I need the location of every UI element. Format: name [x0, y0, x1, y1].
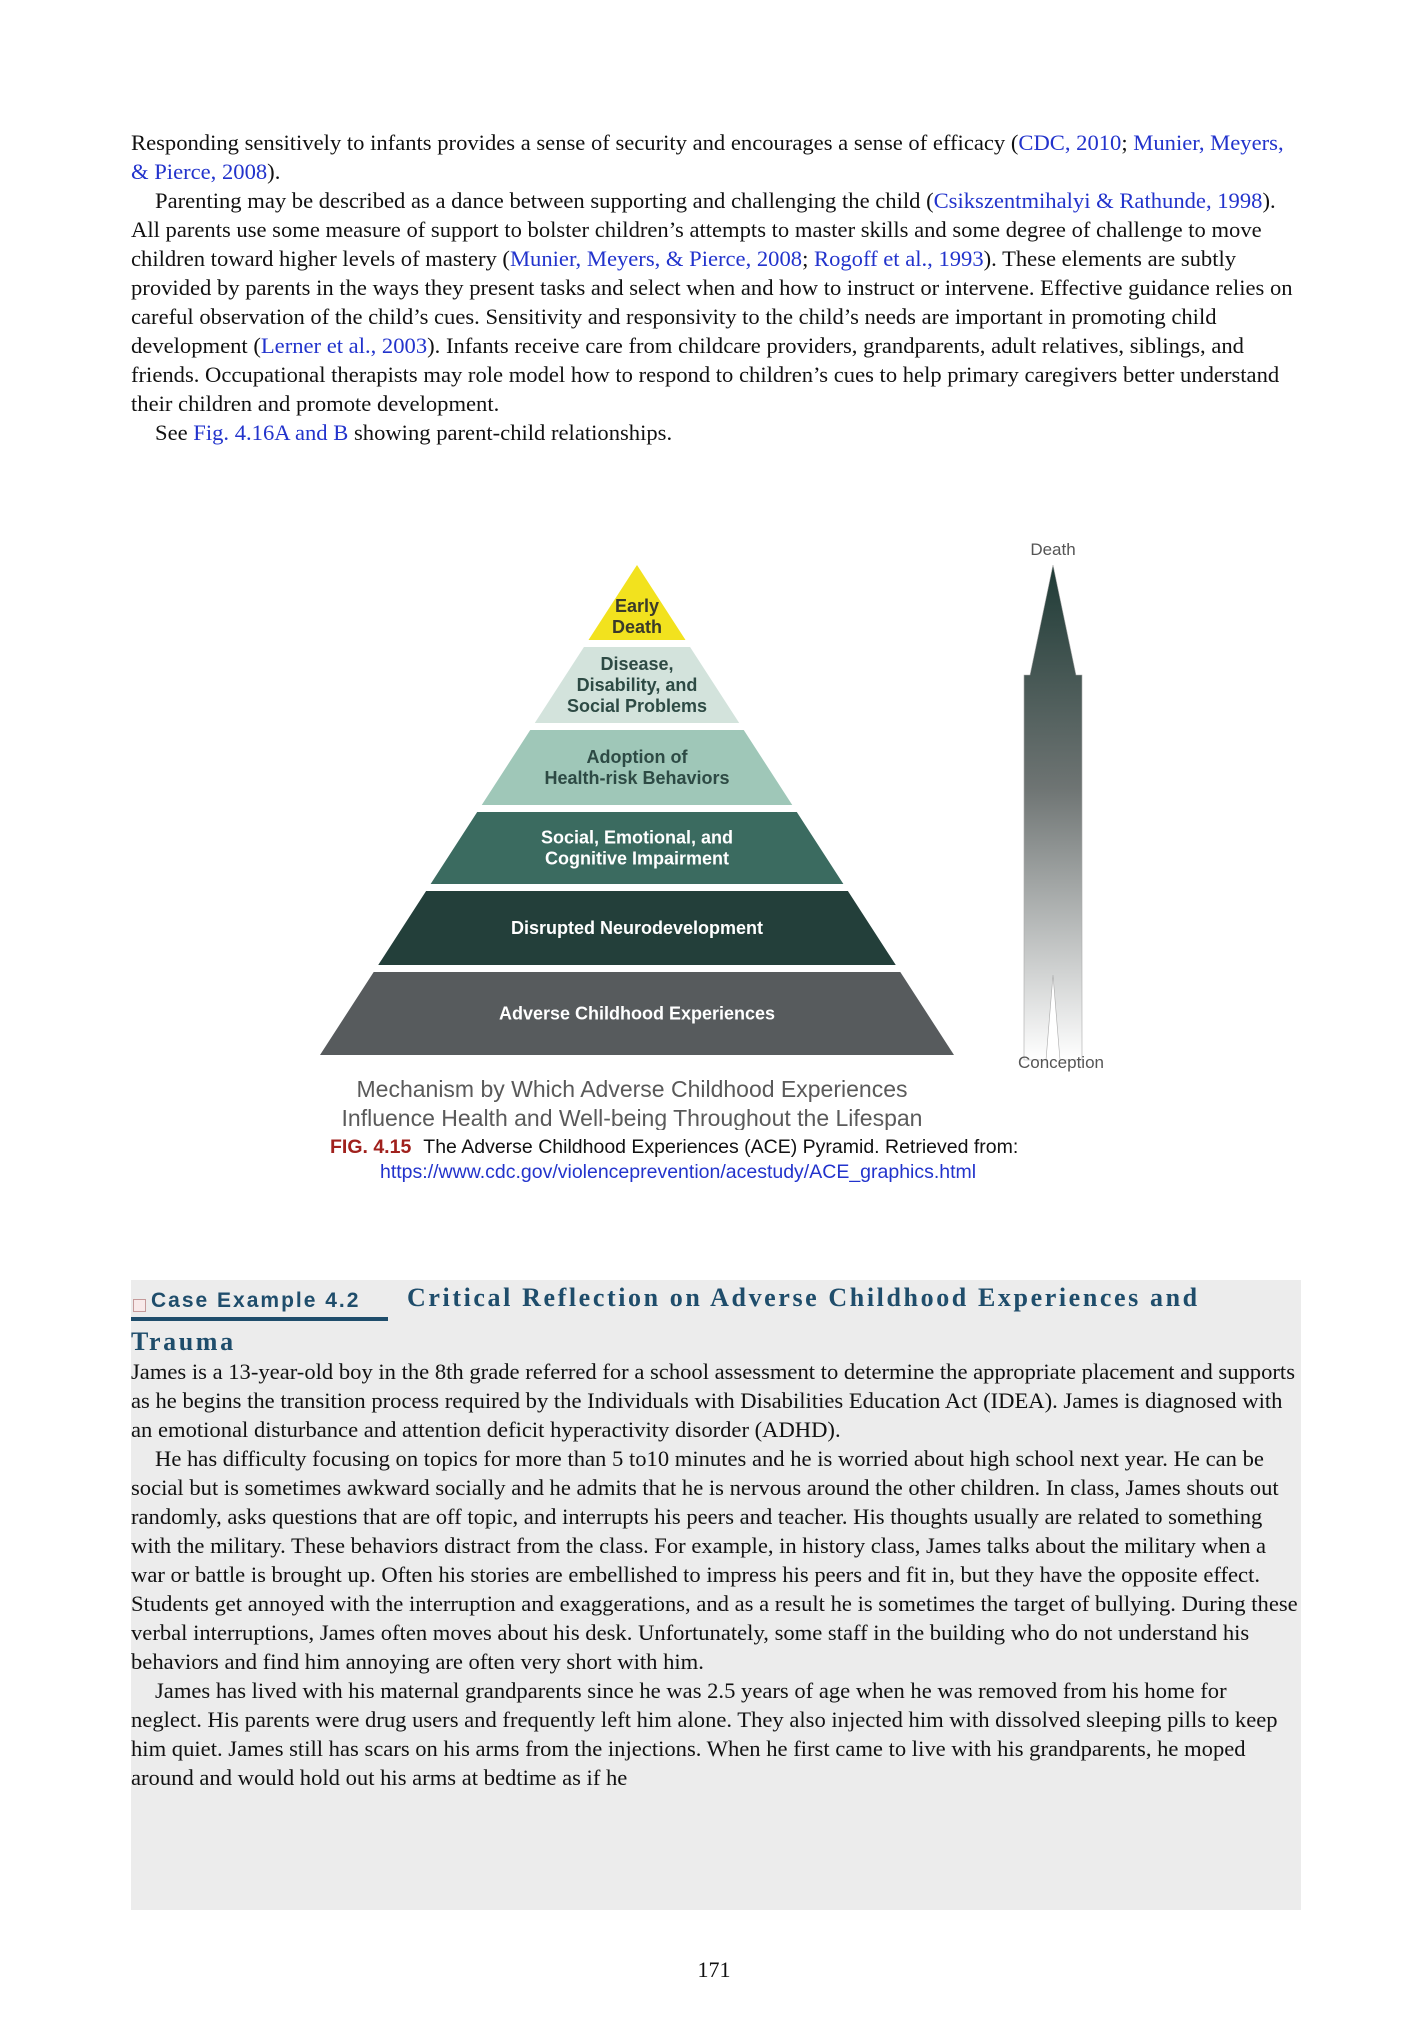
text: See [155, 420, 194, 445]
text: Parenting may be described as a dance between supporting and challenging the child ( [155, 188, 934, 213]
pyramid-tier-6-label: Adverse Childhood Experiences [498, 1003, 776, 1024]
text: ; [802, 246, 815, 271]
pyramid-tier-5-label: Disrupted Neurodevelopment [510, 918, 764, 938]
page-number: 171 [697, 1957, 731, 1982]
citation-link[interactable]: CDC, 2010 [1018, 130, 1122, 155]
paragraph-efficacy [131, 128, 1299, 186]
lifespan-arrow [1018, 540, 1104, 1072]
pyramid-tier-4-label: Social, Emotional, and [540, 827, 734, 848]
case-paragraph-1: James is a 13-year-old boy in the 8th grade referred for a school assessment to determine the appropriate placement and supports as he begins the transition process required by the Individuals with Disabilities Education Act (IDEA). James is diagnosed with an emotional disturbance and attention deficit hyperactivity disorder (ADHD). [131, 1359, 1295, 1442]
case-example-tab [131, 1289, 388, 1321]
pyramid-tier-3-label: Health-risk Behaviors [544, 768, 730, 788]
pyramid-tier-2-label: Disease, [600, 654, 674, 674]
text: ). Infants receive care from childcare providers, grandparents, adult relatives, siblings, and friends. Occupational therapists may role model how to respond to children’s cues to help primary caregivers better understand their children and promote development. [131, 333, 1280, 416]
text: Responding sensitively to infants provides a sense of security and encourages a sense of efficacy ( [131, 130, 1019, 155]
case-paragraph-2: He has difficulty focusing on topics for more than 5 to10 minutes and he is worried about high school next year. He can be social but is sometimes awkward socially and he admits that he is nervous around the other children. In class, James shouts out randomly, asks questions that are off topic, and interrupts his peers and teacher. His thoughts usually are related to something with the military. These behaviors distract from the class. For example, in history class, James talks about the military when a war or battle is brought up. Often his stories are embellished to impress his peers and fit in, but they have the opposite effect. Students get annoyed with the interruption and exaggerations, and as a result he is sometimes the target of bullying. During these verbal interruptions, James often moves about his desk. Unfortunately, some staff in the building who do not understand his behaviors and find him annoying are often very short with him. [131, 1446, 1298, 1674]
figure-label: FIG. 4.15 [330, 1136, 412, 1158]
source-url-link[interactable]: https://www.cdc.gov/violenceprevention/acestudy/ACE_graphics.html [380, 1161, 977, 1183]
paragraph-parenting [131, 186, 1299, 418]
pyramid-tier-2-label: Social Problems [566, 696, 708, 716]
caption-text: The Adverse Childhood Experiences (ACE) Pyramid. Retrieved from: [423, 1136, 1019, 1158]
case-example-label: Case Example 4.2 [151, 1289, 361, 1312]
figure-subtitle-line1: Mechanism by Which Adverse Childhood Experiences [356, 1076, 908, 1102]
ace-pyramid-figure [320, 535, 1120, 1130]
case-paragraph-3: James has lived with his maternal grandparents since he was 2.5 years of age when he was removed from his home for neglect. His parents were drug users and frequently left him alone. They also injected him with dissolved sleeping pills to keep him quiet. James still has scars on his arms from the injections. When he first came to live with his grandparents, he moped around and would hold out his arms at bedtime as if he [131, 1678, 1278, 1790]
arrow-top-label: Death [1030, 540, 1076, 559]
case-title-line1: Critical Reflection on Adverse Childhood Experiences and [407, 1283, 1200, 1312]
pyramid-tier-2-label: Disability, and [576, 675, 698, 695]
paragraph-see-figure [131, 418, 1299, 447]
citation-link[interactable]: Rogoff et al., 1993 [814, 246, 984, 271]
figure-subtitle-line2: Influence Health and Well-being Throughout the Lifespan [341, 1105, 923, 1130]
pyramid-tier-3-label: Adoption of [586, 747, 688, 767]
figure-caption [330, 1135, 1170, 1185]
intro-section [131, 128, 1299, 447]
citation-link[interactable]: Munier, Meyers, & Pierce, 2008 [131, 130, 1284, 184]
citation-link[interactable]: Csikszentmihalyi & Rathunde, 1998 [933, 188, 1263, 213]
lifespan-arrow-shape [1024, 565, 1082, 1060]
text: ). All parents use some measure of support to bolster children’s attempts to master skills and some degree of challenge to move children toward higher levels of mastery ( [131, 188, 1276, 271]
citation-link[interactable]: Lerner et al., 2003 [260, 333, 428, 358]
text: ). [267, 159, 281, 184]
pyramid-tier-1-label: Death [611, 617, 663, 637]
pyramid-tiers [320, 565, 954, 1055]
text: showing parent-child relationships. [348, 420, 673, 445]
case-example-text [131, 1357, 1299, 1792]
text: ). These elements are subtly provided by parents in the ways they present tasks and select when and how to instruct or intervene. Effective guidance relies on careful observation of the child’s cues. Sensitivity and responsivity to the child’s needs are important in promoting child development ( [131, 246, 1293, 358]
arrow-bottom-label: Conception [1017, 1053, 1105, 1072]
figure-reference-link[interactable]: Fig. 4.16A and B [193, 420, 349, 445]
citation-link[interactable]: Munier, Meyers, & Pierce, 2008 [509, 246, 803, 271]
case-title-line2: Trauma [131, 1327, 236, 1356]
text: ; [1121, 130, 1134, 155]
checkbox-marker-icon [133, 1299, 146, 1312]
pyramid-tier-4-label: Cognitive Impairment [544, 848, 730, 869]
pyramid-tier-1-label: Early [614, 596, 660, 616]
ace-pyramid-graphic [320, 535, 1120, 1130]
